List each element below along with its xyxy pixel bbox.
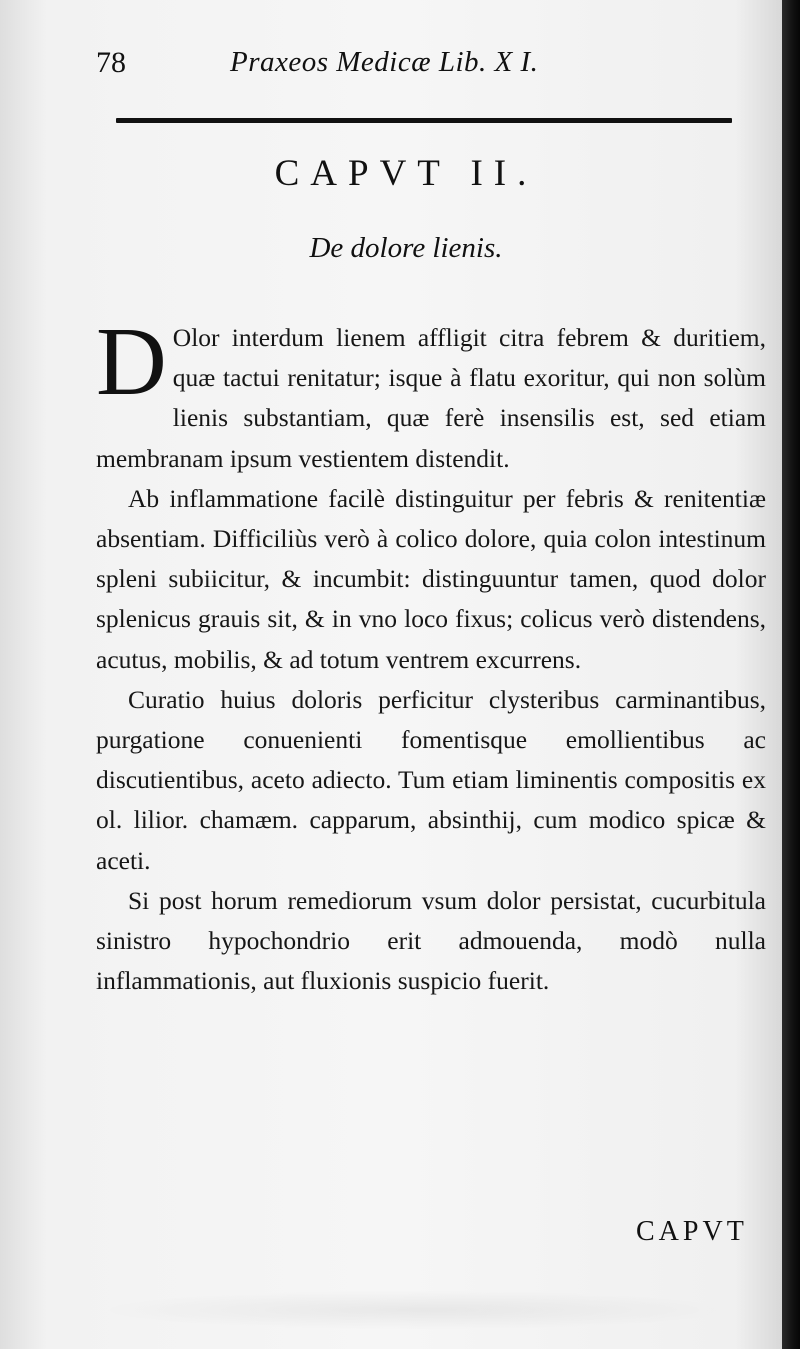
chapter-subtitle: De dolore lienis. (309, 232, 503, 264)
paragraph-4: Si post horum remediorum vsum dolor persistat, cucurbitula sinistro hypochondrio erit admouenda, modò nulla inflammationis, aut fluxionis suspicio fuerit. (96, 885, 766, 996)
show-through-shading (96, 1290, 736, 1330)
drop-cap: D (96, 308, 167, 416)
body-text (96, 308, 766, 1001)
paragraph-1 (96, 308, 766, 479)
paragraph-2: Ab inflammatione facilè distinguitur per febris & renitentiæ absentiam. Difficiliùs verò à colico dolore, quia colon intestinum spleni subiicitur, & incumbit: distinguuntur tamen, quod dolor splenicus grauis sit, & in vno loco fixus; colicus verò distendens, acutus, mobilis, & ad totum ventrem excurrens. (96, 483, 766, 674)
header-rule (116, 118, 732, 123)
paragraph-1-text: Olor interdum lienem affligit citra febrem & duritiem, quæ tactui renitatur; isque à flatu exoritur, qui non solùm lienis substantiam, quæ ferè insensilis est, sed etiam membranam ipsum vestientem distendit. (96, 323, 766, 473)
paragraph-3: Curatio huius doloris perficitur clysteribus carminantibus, purgatione conuenienti fomentisque emollientibus ac discutientibus, aceto adiecto. Tum etiam liminentis compositis ex ol. lilior. chamæm. capparum, absinthij, cum modico spicæ & aceti. (96, 684, 766, 875)
page-number: 78 (96, 46, 126, 79)
catchword: CAPVT (636, 1216, 748, 1247)
running-title: Praxeos Medicæ Lib. X I. (230, 46, 539, 78)
chapter-heading: CAPVT II. (274, 153, 538, 194)
running-head (96, 40, 736, 84)
page-edge-shadow (782, 0, 800, 1349)
